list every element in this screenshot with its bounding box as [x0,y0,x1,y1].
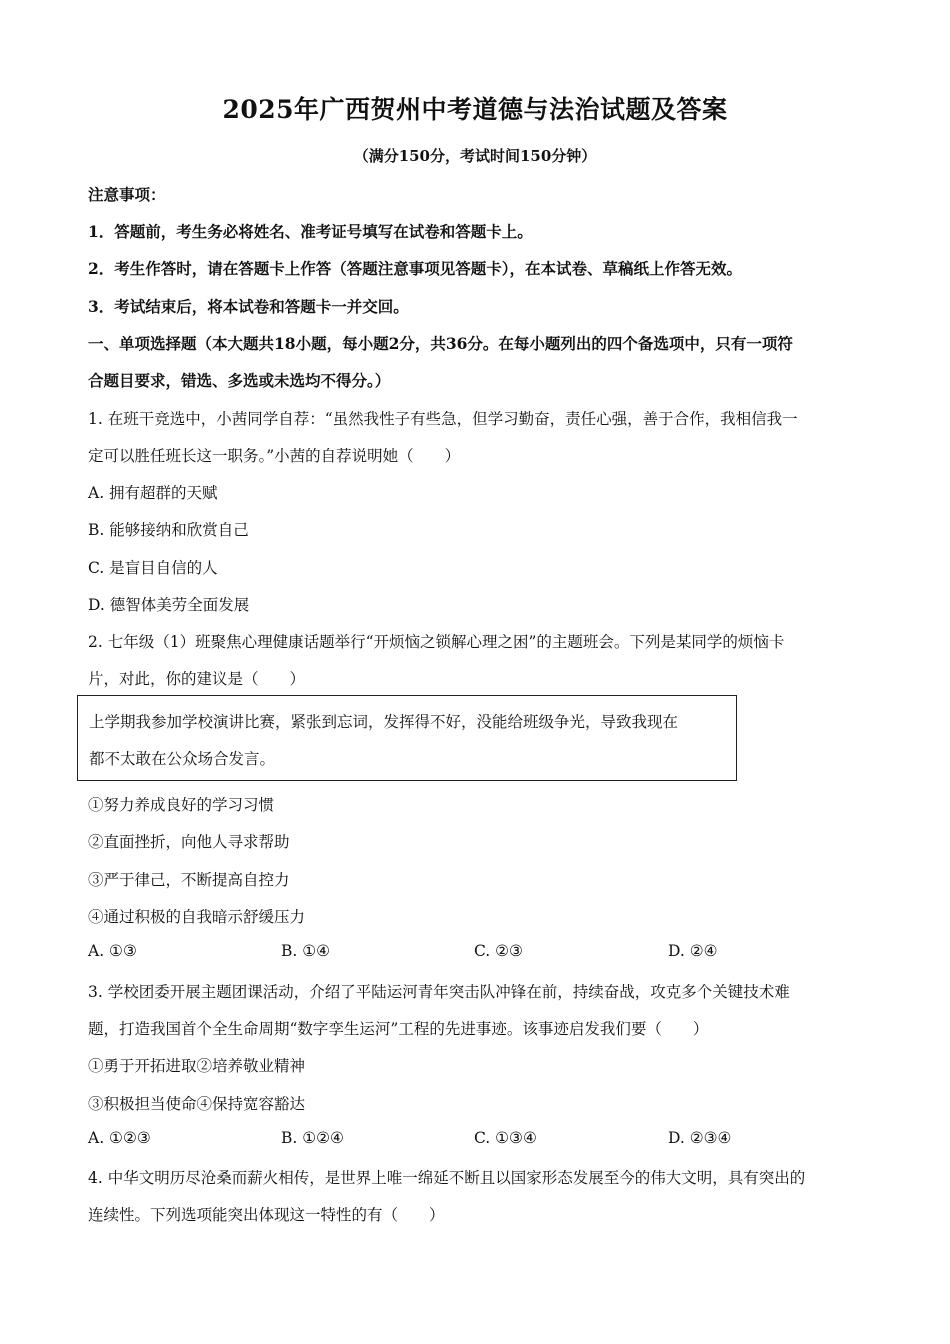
notice-item: 1．答题前，考生务必将姓名、准考证号填写在试卷和答题卡上。 [88,222,533,241]
question-2-statement-2: ②直面挫折，向他人寻求帮助 [88,833,290,851]
question-3-stem-cont: 题，打造我国首个全生命周期“数字孪生运河”工程的先进事迹。该事迹启发我们要（ ） [88,1020,709,1038]
page-title: 2025年广西贺州中考道德与法治试题及答案 [222,95,728,124]
notice-heading: 注意事项： [88,185,166,204]
question-3-option-c: C. ①③④ [474,1129,537,1147]
question-3-stem: 3. 学校团委开展主题团课活动，介绍了平陆运河青年突击队冲锋在前，持续奋战，攻克多个关键技术难 [88,983,790,1001]
question-1-stem-cont: 定可以胜任班长这一职务。”小茜的自荐说明她（ ） [88,447,461,465]
question-1-option-a: A. 拥有超群的天赋 [88,484,218,502]
notice-item: 2．考生作答时，请在答题卡上作答（答题注意事项见答题卡），在本试卷、草稿纸上作答无效。 [88,259,743,278]
question-2-statement-1: ①努力养成良好的学习习惯 [88,796,275,814]
question-2-option-c: C. ②③ [474,942,523,960]
question-3-option-b: B. ①②④ [281,1129,344,1147]
notice-item: 3．考试结束后，将本试卷和答题卡一并交回。 [88,297,409,316]
question-2-option-d: D. ②④ [668,942,718,960]
worry-card [77,695,737,781]
question-2-statement-3: ③严于律己，不断提高自控力 [88,871,290,889]
question-3-statements-2: ③积极担当使命④保持宽容豁达 [88,1095,306,1113]
question-1-option-b: B. 能够接纳和欣赏自己 [88,521,249,539]
section-heading: 一、单项选择题（本大题共18小题，每小题2分，共36分。在每小题列出的四个备选项中，只有一项符 [88,334,793,353]
question-2-option-a: A. ①③ [88,942,137,960]
question-2-statement-4: ④通过积极的自我暗示舒缓压力 [88,908,306,926]
question-2-stem-cont: 片，对此，你的建议是（ ） [88,670,306,688]
question-4-stem-cont: 连续性。下列选项能突出体现这一特性的有（ ） [88,1206,445,1224]
question-3-option-d: D. ②③④ [668,1129,732,1147]
question-3-option-a: A. ①②③ [88,1129,151,1147]
worry-card-text-cont: 都不太敢在公众场合发言。 [89,750,276,768]
question-4-stem: 4. 中华文明历尽沧桑而薪火相传，是世界上唯一绵延不断且以国家形态发展至今的伟大文明，具有突出的 [88,1169,806,1187]
section-heading-cont: 合题目要求，错选、多选或未选均不得分。） [88,371,391,390]
question-1-stem: 1. 在班干竞选中，小茜同学自荐：“虽然我性子有些急，但学习勤奋，责任心强，善于合作，我相信我一 [88,410,798,428]
question-2-stem: 2. 七年级（1）班聚焦心理健康话题举行“开烦恼之锁解心理之困”的主题班会。下列是某同学的烦恼卡 [88,633,785,651]
question-2-option-b: B. ①④ [281,942,331,960]
exam-info: （满分150分，考试时间150分钟） [353,147,597,165]
question-1-option-c: C. 是盲目自信的人 [88,559,218,577]
question-3-statements-1: ①勇于开拓进取②培养敬业精神 [88,1057,306,1075]
worry-card-text: 上学期我参加学校演讲比赛，紧张到忘词，发挥得不好，没能给班级争光，导致我现在 [89,713,679,731]
question-1-option-d: D. 德智体美劳全面发展 [88,596,250,614]
